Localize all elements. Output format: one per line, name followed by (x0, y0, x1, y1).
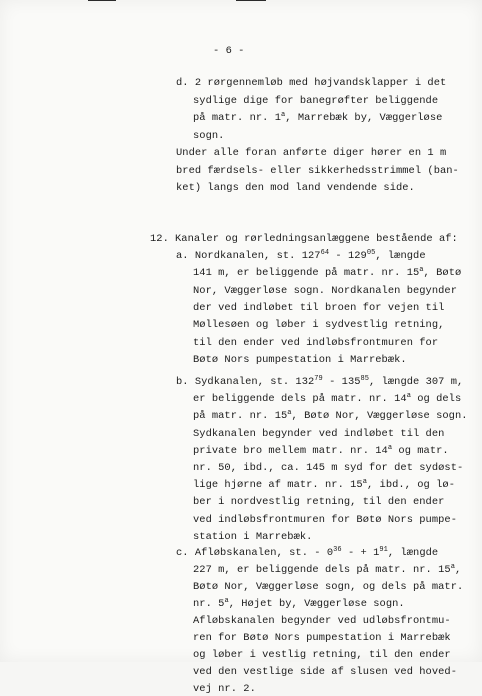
canal-c-line: 227 m, er beliggende dels på matr. nr. 15$^a$, (193, 563, 462, 576)
canal-b-line: b. Sydkanalen, st. $132^{79} - 135^{85}$, længde 307 m, (176, 375, 464, 388)
canal-a-line: 141 m, er beliggende på matr. nr. 15$^a$, Bøtø (193, 266, 462, 280)
canal-a-line: Bøtø Nors pumpestation i Marrebæk. (193, 353, 407, 366)
under-paragraph-line: ket) langs den mod land vendende side. (176, 182, 415, 194)
section-d-line: sydlige dige for banegrøfter beliggende (193, 94, 439, 107)
canal-c-line: vej nr. 2. (193, 683, 256, 695)
canal-a-line: til den ender ved indløbsfrontmuren for (193, 336, 439, 349)
under-paragraph-line: Under alle foran anførte diger hører en 1 m (176, 147, 447, 159)
canal-b-line: private bro mellem matr. nr. 14$^a$ og matr. (193, 443, 449, 457)
canal-c-line: ved den vestlige side af slusen ved hoved- (193, 666, 457, 678)
page-number: - 6 - (213, 45, 245, 57)
top-edge-mark (236, 0, 266, 1)
item-number: 12. (150, 233, 169, 245)
canal-c-line: nr. 5$^a$, Højet by, Væggerløse sogn. (193, 597, 405, 610)
canal-a-line: a. Nordkanalen, st. $127^{64} - 129^{05}$, længde (176, 249, 426, 262)
item-intro: Kanaler og rørledningsanlæggene bestående af: (175, 233, 458, 245)
section-d-line: sogn. (193, 129, 225, 142)
canal-a-line: Møllesøen og løber i sydvestlig retning, (193, 319, 445, 332)
canal-b-line: på matr. nr. 15$^a$, Bøtø Nor, Væggerløse sogn. (193, 409, 468, 423)
canal-b-line: ved indløbsfrontmuren for Bøtø Nors pumpe- (193, 513, 457, 526)
canal-b-line: ber i nordvestlig retning, til den ender (193, 496, 445, 509)
canal-c-line: og løber i vestlig retning, til den ender (193, 649, 451, 661)
canal-a-line: Nor, Væggerløse sogn. Nordkanalen begynder (193, 284, 457, 297)
section-d-line: d. 2 rørgennemløb med højvandsklapper i det (176, 77, 447, 89)
under-paragraph-line: bred færdsels- eller sikkerhedsstrimmel (ban- (176, 164, 459, 177)
canal-b-line: er beliggende dels på matr. nr. 14$^a$ og dels (193, 392, 462, 406)
canal-c-line: ren for Bøtø Nors pumpestation i Marrebæk (193, 632, 451, 644)
canal-b-line: station i Marrebæk. (193, 530, 313, 543)
section-d-line: på matr. nr. 1$^a$, Marrebæk by, Væggerløse (193, 111, 443, 124)
top-edge-mark (88, 0, 116, 1)
canal-b-line: lige hjørne af matr. nr. 15$^a$, ibd., og lø- (193, 478, 455, 492)
canal-c-line: c. Afløbskanalen, st. - $0^{36}$ - + $1^{91}$, længde (176, 546, 439, 559)
canal-c-line: Afløbskanalen begynder ved udløbsfrontmu- (193, 615, 451, 627)
canal-b-line: nr. 50, ibd., ca. 145 m syd for det sydøst- (193, 462, 464, 474)
canal-a-line: der ved indløbet til broen for vejen til (193, 301, 445, 314)
canal-c-line: Bøtø Nor, Væggerløse sogn, og dels på matr. (193, 581, 464, 593)
canal-b-line: Sydkanalen begynder ved indløbet til den (193, 427, 445, 440)
